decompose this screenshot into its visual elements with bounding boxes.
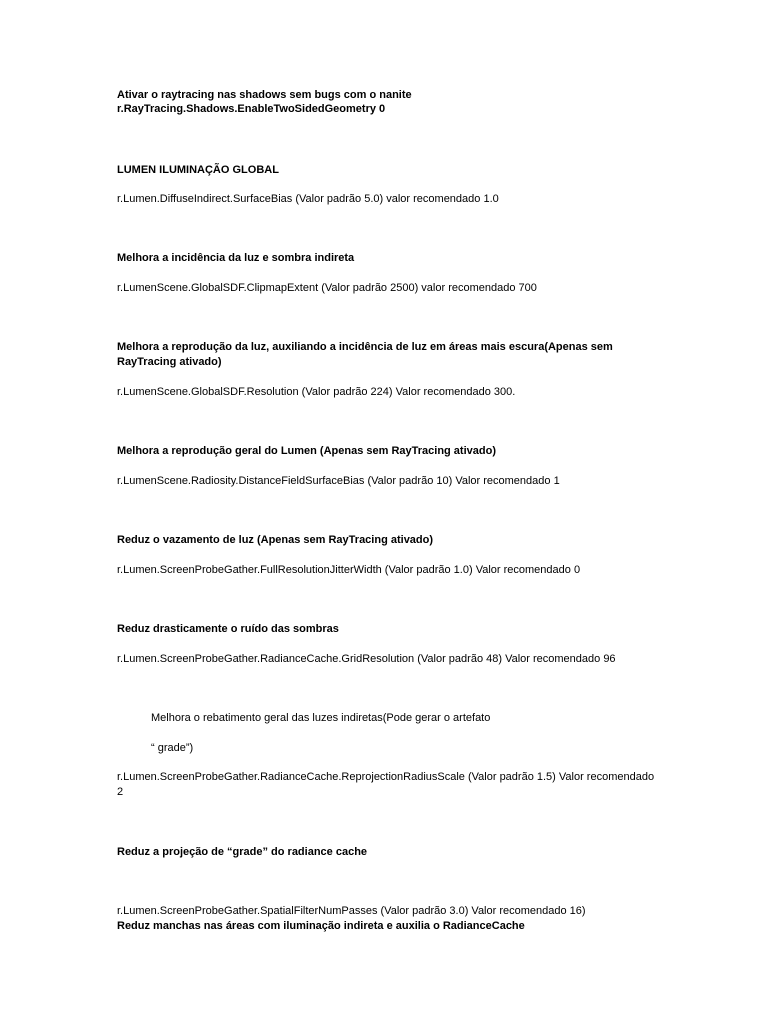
description-indirect-bounce-cont: “ grade”) (151, 742, 194, 754)
cvar-raytracing-shadows: r.RayTracing.Shadows.EnableTwoSidedGeometry 0 (117, 103, 386, 115)
description-light-leak: Reduz o vazamento de luz (Apenas sem RayTracing ativado) (117, 534, 434, 546)
cvar-grid-resolution: r.Lumen.ScreenProbeGather.RadianceCache.GridResolution (Valor padrão 48) Valor recomendado 96 (117, 653, 616, 665)
cvar-sdf-resolution: r.LumenScene.GlobalSDF.Resolution (Valor padrão 224) Valor recomendado 300. (117, 386, 516, 398)
description-indirect-stains: Reduz manchas nas áreas com iluminação indireta e auxilia o RadianceCache (117, 920, 525, 932)
description-grid-projection: Reduz a projeção de “grade” do radiance cache (117, 846, 368, 858)
cvar-radiosity-bias: r.LumenScene.Radiosity.DistanceFieldSurfaceBias (Valor padrão 10) Valor recomendado 1 (117, 475, 560, 487)
section-title-lumen: LUMEN ILUMINAÇÃO GLOBAL (117, 164, 279, 176)
cvar-jitter-width: r.Lumen.ScreenProbeGather.FullResolutionJitterWidth (Valor padrão 1.0) Valor recomendado 0 (117, 564, 581, 576)
cvar-reprojection-radius: r.Lumen.ScreenProbeGather.RadianceCache.ReprojectionRadiusScale (Valor padrão 1.5) Valor recomendado 2 (117, 771, 655, 798)
description-lumen-reproduction: Melhora a reprodução geral do Lumen (Apenas sem RayTracing ativado) (117, 445, 496, 457)
cvar-clipmap-extent: r.LumenScene.GlobalSDF.ClipmapExtent (Valor padrão 2500) valor recomendado 700 (117, 282, 537, 294)
cvar-spatial-filter: r.Lumen.ScreenProbeGather.SpatialFilterNumPasses (Valor padrão 3.0) Valor recomendado 16) (117, 905, 586, 917)
description-light-reproduction: Melhora a reprodução da luz, auxiliando a incidência de luz em áreas mais escura(Apenas sem RayTracing ativado) (117, 341, 613, 368)
description-indirect-light: Melhora a incidência da luz e sombra indireta (117, 252, 355, 264)
heading-raytracing-shadows: Ativar o raytracing nas shadows sem bugs com o nanite (117, 89, 412, 101)
cvar-surface-bias: r.Lumen.DiffuseIndirect.SurfaceBias (Valor padrão 5.0) valor recomendado 1.0 (117, 193, 499, 205)
description-indirect-bounce: Melhora o rebatimento geral das luzes indiretas(Pode gerar o artefato (151, 712, 491, 724)
description-shadow-noise: Reduz drasticamente o ruído das sombras (117, 623, 339, 635)
